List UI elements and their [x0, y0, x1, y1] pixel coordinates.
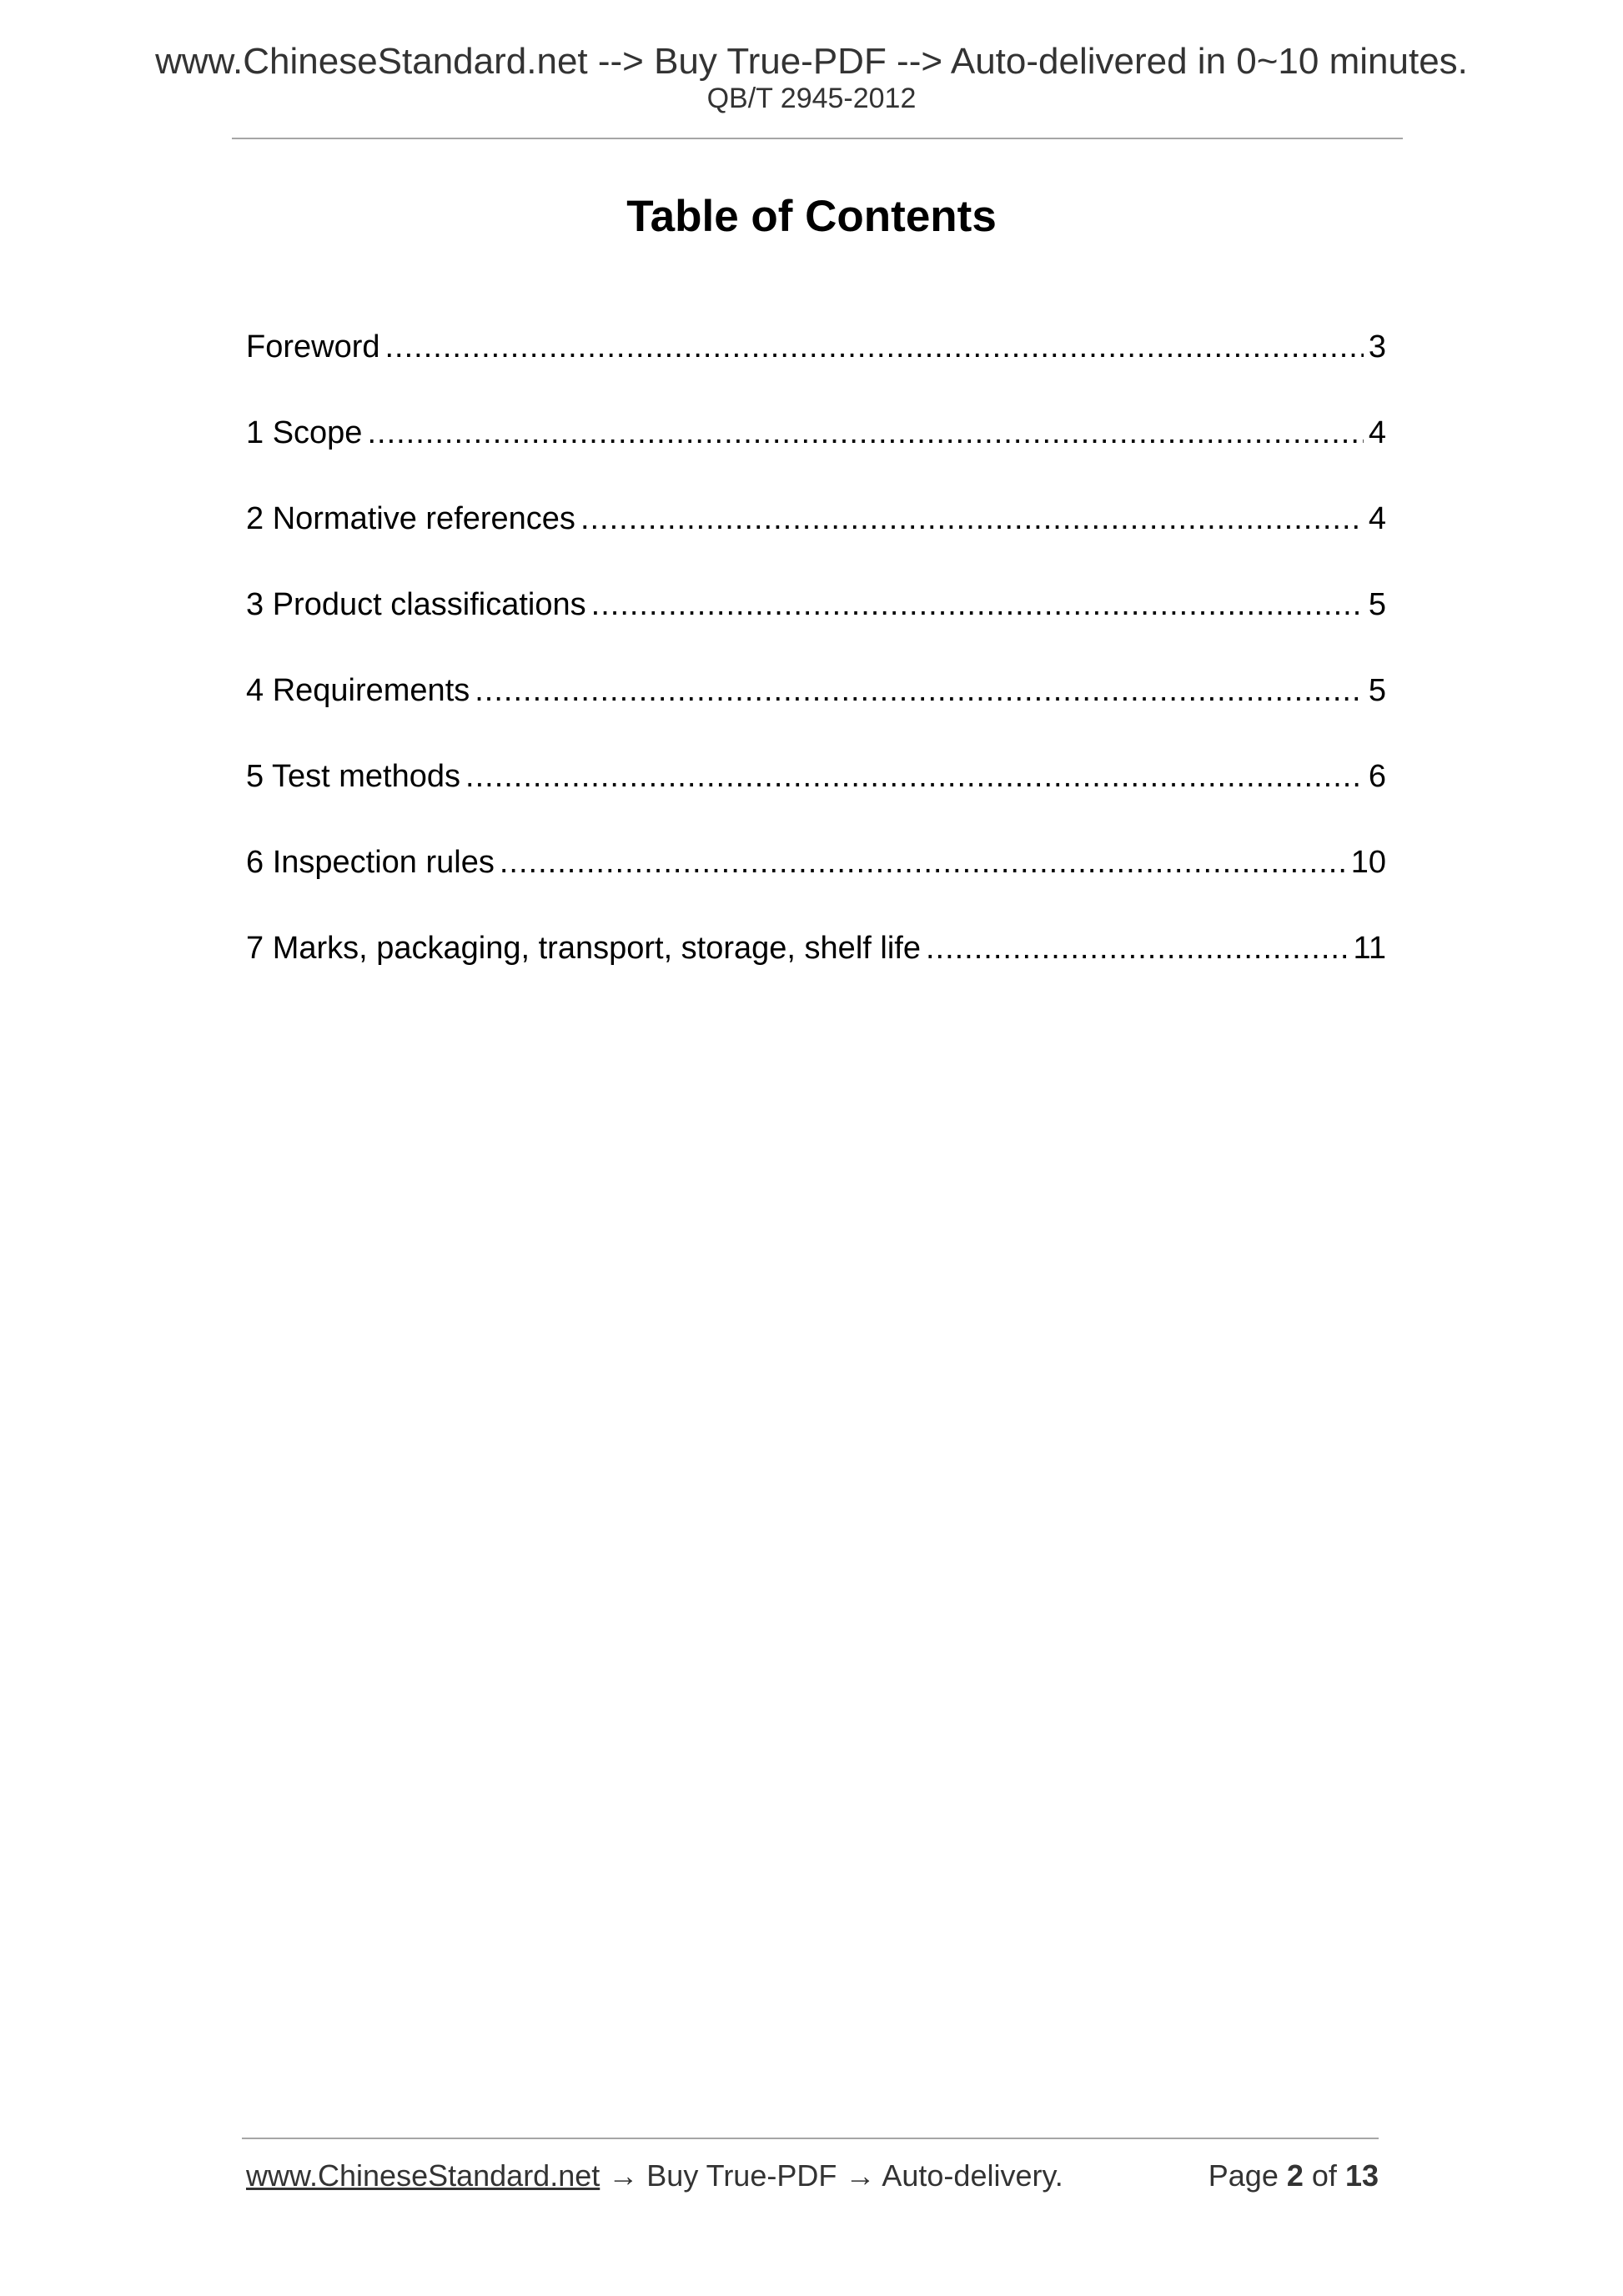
dot-leader	[465, 753, 1364, 800]
footer-divider	[242, 2138, 1379, 2139]
page-counter	[1208, 2158, 1379, 2194]
toc-entry-product-classifications[interactable]	[246, 581, 1386, 667]
standard-number: QB/T 2945-2012	[706, 83, 917, 114]
toc-entry-page: 4	[1368, 501, 1386, 536]
toc-entry-page: 10	[1350, 845, 1386, 880]
toc-entry-label: 6 Inspection rules	[246, 845, 495, 880]
toc-entry-marks-packaging[interactable]	[246, 925, 1386, 1011]
toc-entry-page: 5	[1368, 673, 1386, 708]
total-pages-number: 13	[1344, 2158, 1379, 2193]
toc-entry-label: 4 Requirements	[246, 673, 470, 708]
footer-website-link[interactable]: www.ChineseStandard.net	[246, 2158, 600, 2193]
toc-entry-test-methods[interactable]	[246, 753, 1386, 839]
footer-buy-text: Buy True-PDF	[646, 2158, 837, 2193]
toc-entry-scope[interactable]	[246, 409, 1386, 495]
toc-entry-requirements[interactable]	[246, 667, 1386, 753]
of-word: of	[1311, 2158, 1337, 2193]
toc-entry-page: 11	[1353, 931, 1386, 966]
toc-entry-page: 3	[1368, 329, 1386, 364]
page-word: Page	[1208, 2158, 1279, 2193]
dot-leader	[385, 324, 1364, 370]
toc-entry-inspection-rules[interactable]	[246, 839, 1386, 925]
header-divider	[232, 138, 1403, 139]
toc-entry-page: 4	[1368, 415, 1386, 450]
arrow-icon: →	[845, 2158, 876, 2193]
footer-delivery-text: Auto-delivery.	[882, 2158, 1063, 2193]
dot-leader	[591, 581, 1364, 628]
toc-entry-page: 6	[1368, 759, 1386, 794]
dot-leader	[367, 409, 1363, 456]
dot-leader	[580, 495, 1364, 542]
arrow-icon: →	[608, 2158, 639, 2193]
toc-list	[246, 324, 1386, 1011]
toc-entry-label: 5 Test methods	[246, 759, 461, 794]
toc-entry-label: 1 Scope	[246, 415, 363, 450]
header-banner: www.ChineseStandard.net --> Buy True-PDF --> Auto-delivered in 0~10 minutes.	[155, 41, 1468, 82]
current-page-number: 2	[1286, 2158, 1304, 2193]
toc-entry-page: 5	[1368, 587, 1386, 622]
dot-leader	[500, 839, 1346, 886]
page-footer	[246, 2158, 1379, 2194]
toc-entry-foreword[interactable]	[246, 324, 1386, 409]
toc-entry-label: Foreword	[246, 329, 380, 364]
toc-entry-label: 7 Marks, packaging, transport, storage, shelf life	[246, 931, 921, 966]
dot-leader	[475, 667, 1364, 714]
toc-entry-normative-references[interactable]	[246, 495, 1386, 581]
toc-title: Table of Contents	[626, 192, 997, 241]
toc-entry-label: 2 Normative references	[246, 501, 575, 536]
toc-entry-label: 3 Product classifications	[246, 587, 586, 622]
dot-leader	[926, 925, 1349, 972]
